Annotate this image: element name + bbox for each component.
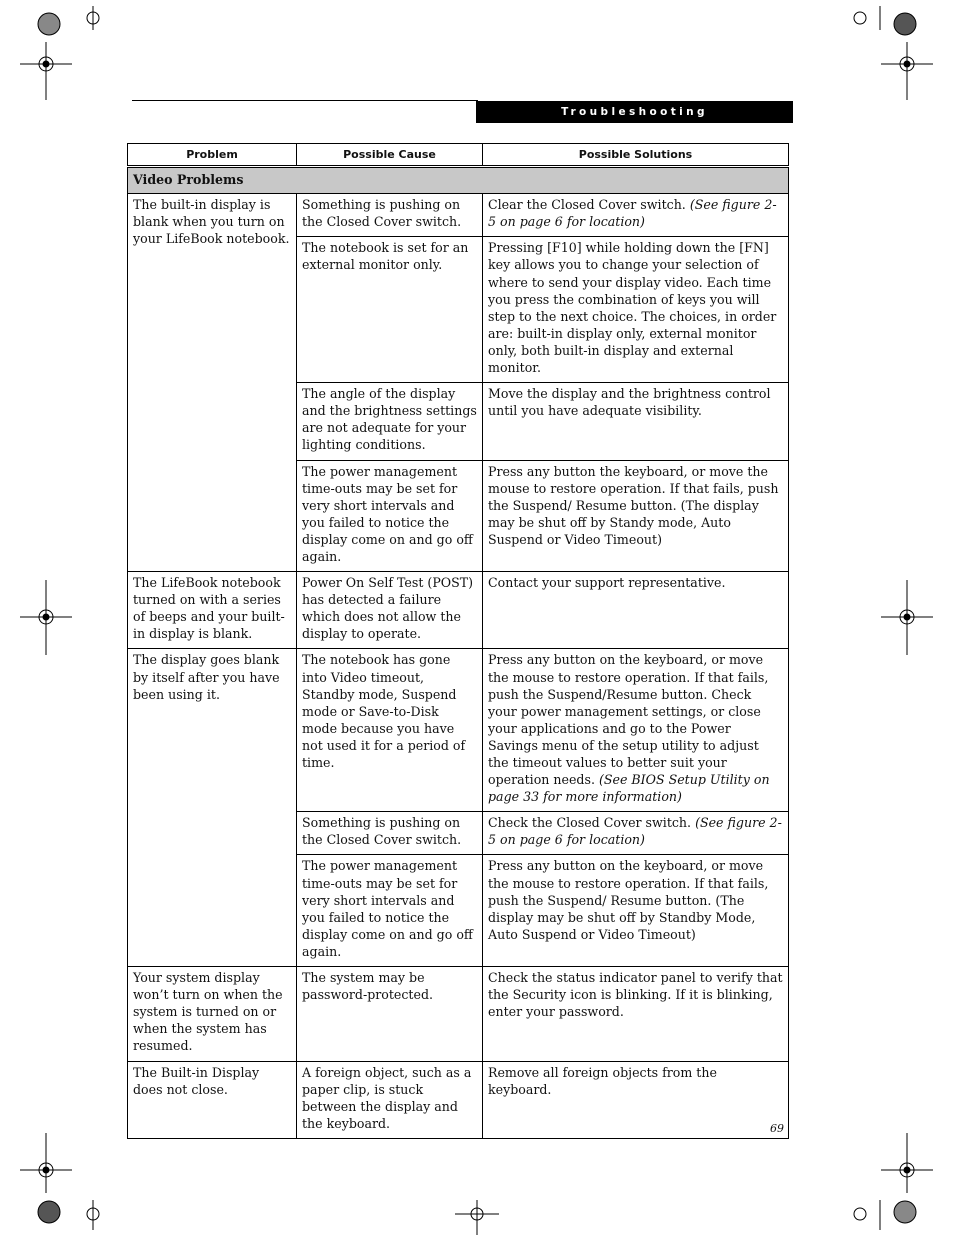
problem-cell: The LifeBook notebook turned on with a series of beeps and your built-in display is blank. — [128, 572, 297, 649]
solution-reference: (See BIOS Setup Utility on page 33 for more information) — [488, 772, 770, 805]
table-row — [128, 194, 789, 237]
solution-cell — [483, 460, 789, 572]
section-row — [128, 168, 789, 194]
cause-cell: The power management time-outs may be set for very short intervals and you failed to notice the display come on and go off again. — [297, 460, 483, 572]
column-header-cause: Possible Cause — [297, 144, 483, 166]
solution-text: Pressing [F10] while holding down the [FN] key allows you to change your selection of where to send your display video. Each time you press the combination of keys you will step to the next choice. The choices, in order are: built-in display only, external monitor only, both built-in display and external monitor. — [488, 240, 777, 376]
solution-cell — [483, 812, 789, 855]
solution-text: Check the status indicator panel to verify that the Security icon is blinking. If it is blinking, enter your password. — [488, 970, 783, 1020]
cause-cell: The angle of the display and the brightness settings are not adequate for your lighting conditions. — [297, 383, 483, 460]
problem-cell: The display goes blank by itself after you have been using it. — [128, 649, 297, 967]
table-row — [128, 967, 789, 1061]
cause-cell: Something is pushing on the Closed Cover switch. — [297, 812, 483, 855]
table-row — [128, 649, 789, 812]
table-row — [128, 1061, 789, 1138]
solution-text: Clear the Closed Cover switch. — [488, 197, 690, 213]
column-header-solutions: Possible Solutions — [483, 144, 789, 166]
solution-cell — [483, 237, 789, 383]
cause-cell: The notebook is set for an external monitor only. — [297, 237, 483, 383]
page-number: 69 — [770, 1122, 784, 1135]
cause-cell: Something is pushing on the Closed Cover switch. — [297, 194, 483, 237]
column-header-problem: Problem — [128, 144, 297, 166]
cause-cell: The power management time-outs may be set for very short intervals and you failed to notice the display come on and go off again. — [297, 855, 483, 967]
solution-text: Press any button the keyboard, or move the mouse to restore operation. If that fails, push the Suspend/ Resume button. (The display may be shut off by Standy mode, Auto Suspend or Video Timeout) — [488, 463, 779, 547]
cause-cell: Power On Self Test (POST) has detected a failure which does not allow the display to operate. — [297, 572, 483, 649]
solution-cell — [483, 855, 789, 967]
solution-reference: (See figure 2-5 on page 6 for location) — [488, 197, 777, 230]
section-header: Troubleshooting — [476, 101, 793, 123]
solution-text: Contact your support representative. — [488, 575, 726, 591]
solution-text: Remove all foreign objects from the keyboard. — [488, 1064, 717, 1097]
table-row — [128, 572, 789, 649]
problem-cell: The Built-in Display does not close. — [128, 1061, 297, 1138]
solution-cell — [483, 649, 789, 812]
solution-reference: (See figure 2-5 on page 6 for location) — [488, 815, 782, 848]
solution-cell — [483, 194, 789, 237]
solution-cell — [483, 572, 789, 649]
solution-text: Press any button on the keyboard, or move the mouse to restore operation. If that fails, push the Suspend/ Resume button. (The display may be shut off by Standby Mode, Auto Suspend or Video Timeout) — [488, 858, 769, 942]
problem-cell: The built-in display is blank when you turn on your LifeBook notebook. — [128, 194, 297, 572]
solution-cell — [483, 383, 789, 460]
solution-text: Move the display and the brightness control until you have adequate visibility. — [488, 386, 771, 419]
header-rule — [132, 100, 478, 101]
solution-text: Check the Closed Cover switch. — [488, 815, 696, 831]
problem-cell: Your system display won’t turn on when the system is turned on or when the system has resumed. — [128, 967, 297, 1061]
cause-cell: The system may be password-protected. — [297, 967, 483, 1061]
cause-cell: The notebook has gone into Video timeout, Standby mode, Suspend mode or Save-to-Disk mode because you have not used it for a period of time. — [297, 649, 483, 812]
troubleshooting-table — [127, 143, 789, 1139]
solution-text: Press any button on the keyboard, or move the mouse to restore operation. If that fails, push the Suspend/Resume button. Check your power management settings, or close your applications and go to the Power Savings menu of the setup utility to adjust the timeout values to better suit your operation needs. — [488, 652, 769, 788]
table-header-row — [128, 144, 789, 166]
solution-cell — [483, 967, 789, 1061]
cause-cell: A foreign object, such as a paper clip, is stuck between the display and the keyboard. — [297, 1061, 483, 1138]
section-title: Video Problems — [128, 168, 789, 194]
